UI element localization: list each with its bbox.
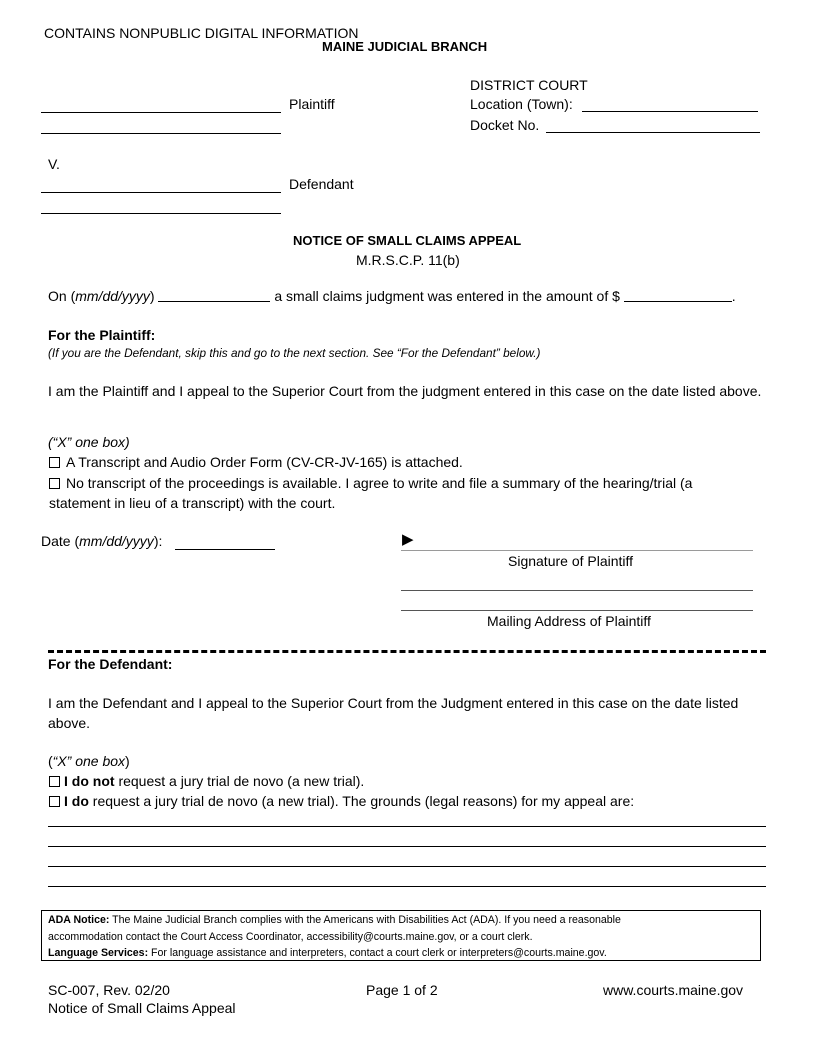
date-label-fmt: mm/dd/yyyy [79,533,154,549]
grounds-line-2[interactable] [48,846,766,847]
nonpublic-notice: CONTAINS NONPUBLIC DIGITAL INFORMATION [44,25,359,41]
ada-line-1 [48,912,754,929]
plaintiff-option-2[interactable] [49,473,749,513]
grounds-line-1[interactable] [48,826,766,827]
form-rule: M.R.S.C.P. 11(b) [356,252,460,268]
defendant-statement: I am the Defendant and I appeal to the Superior Court from the Judgment entered in this case on the date listed above. [48,695,739,731]
judgment-middle: a small claims judgment was entered in the amount of $ [274,288,620,304]
no-jury-label: request a jury trial de novo (a new trial). [118,773,365,789]
date-label-pre: Date ( [41,533,80,549]
section-divider [48,650,766,653]
grounds-line-3[interactable] [48,866,766,867]
address-field-1[interactable] [401,590,753,591]
form-id: SC-007, Rev. 02/20 [48,982,170,998]
judgment-line [48,288,736,304]
judgment-on: On ( [48,288,76,304]
address-label: Mailing Address of Plaintiff [487,613,651,629]
docket-label: Docket No. [470,117,540,133]
defendant-heading: For the Defendant: [48,656,173,672]
lang-label: Language Services: [48,947,149,959]
docket-field[interactable] [546,132,760,133]
plaintiff-heading: For the Plaintiff: [48,327,156,343]
plaintiff-date-label [41,533,162,549]
defendant-option-1[interactable] [49,773,364,789]
x-text: “X” one box [52,753,126,769]
defendant-name-field-2[interactable] [41,213,281,214]
form-title: NOTICE OF SMALL CLAIMS APPEAL [293,233,522,248]
page-number: Page 1 of 2 [366,982,438,998]
option-1-checkbox[interactable] [49,457,60,468]
ada-notice-box [41,910,761,961]
signature-arrow-icon: ▶ [402,531,414,548]
option-1-label: A Transcript and Audio Order Form (CV-CR-JV-165) is attached. [66,454,463,470]
signature-label: Signature of Plaintiff [508,553,634,569]
plaintiff-name-field[interactable] [41,112,281,113]
plaintiff-label: Plaintiff [289,96,335,112]
ada-label: ADA Notice: [48,914,110,926]
location-field[interactable] [582,111,758,112]
no-jury-bold: I do not [64,773,115,789]
no-jury-checkbox[interactable] [49,776,60,787]
defendant-name-field[interactable] [41,192,281,193]
ada-text: The Maine Judicial Branch complies with the Americans with Disabilities Act (ADA). If you need a reasonable [112,914,621,926]
defendant-x-one-box [48,753,130,769]
option-2-label: No transcript of the proceedings is available. I agree to write and file a summary of the hearing/trial (a statement in lieu of a transcript) with the court. [49,475,693,511]
branch-title: MAINE JUDICIAL BRANCH [322,39,488,54]
judgment-date-field[interactable] [158,289,270,302]
judgment-amount-field[interactable] [624,289,732,302]
x-open: ( [48,753,53,769]
defendant-option-2[interactable] [49,793,634,809]
plaintiff-option-1[interactable] [49,454,463,470]
grounds-line-4[interactable] [48,886,766,887]
versus-label: V. [48,156,60,172]
plaintiff-x-one-box: (“X” one box) [48,434,130,450]
lang-text: For language assistance and interpreters, contact a court clerk or interpreters@courts.maine.gov. [151,947,607,959]
plaintiff-statement: I am the Plaintiff and I appeal to the Superior Court from the judgment entered in this case on the date listed above. [48,383,762,399]
address-field-2[interactable] [401,610,753,611]
judgment-end: . [731,288,736,304]
plaintiff-instruction: (If you are the Defendant, skip this and go to the next section. See “For the Defendant” below.) [48,346,541,360]
jury-label: request a jury trial de novo (a new trial). The grounds (legal reasons) for my appeal are: [92,793,635,809]
plaintiff-name-field-2[interactable] [41,133,281,134]
form-name: Notice of Small Claims Appeal [48,1000,236,1016]
date-label-post: ): [153,533,163,549]
court-name: DISTRICT COURT [470,77,588,93]
jury-checkbox[interactable] [49,796,60,807]
judgment-date-format: mm/dd/yyyy [75,288,150,304]
plaintiff-date-field[interactable] [175,549,275,550]
signature-field[interactable] [401,550,753,551]
location-label: Location (Town): [470,96,573,112]
option-2-checkbox[interactable] [49,478,60,489]
judgment-close: ) [149,288,155,304]
defendant-label: Defendant [289,176,354,192]
x-close: ) [125,753,130,769]
jury-bold: I do [64,793,89,809]
ada-line-2: accommodation contact the Court Access Coordinator, accessibility@courts.maine.gov, or a court clerk. [48,930,533,943]
website-link[interactable]: www.courts.maine.gov [603,982,744,998]
lang-line [48,945,754,962]
